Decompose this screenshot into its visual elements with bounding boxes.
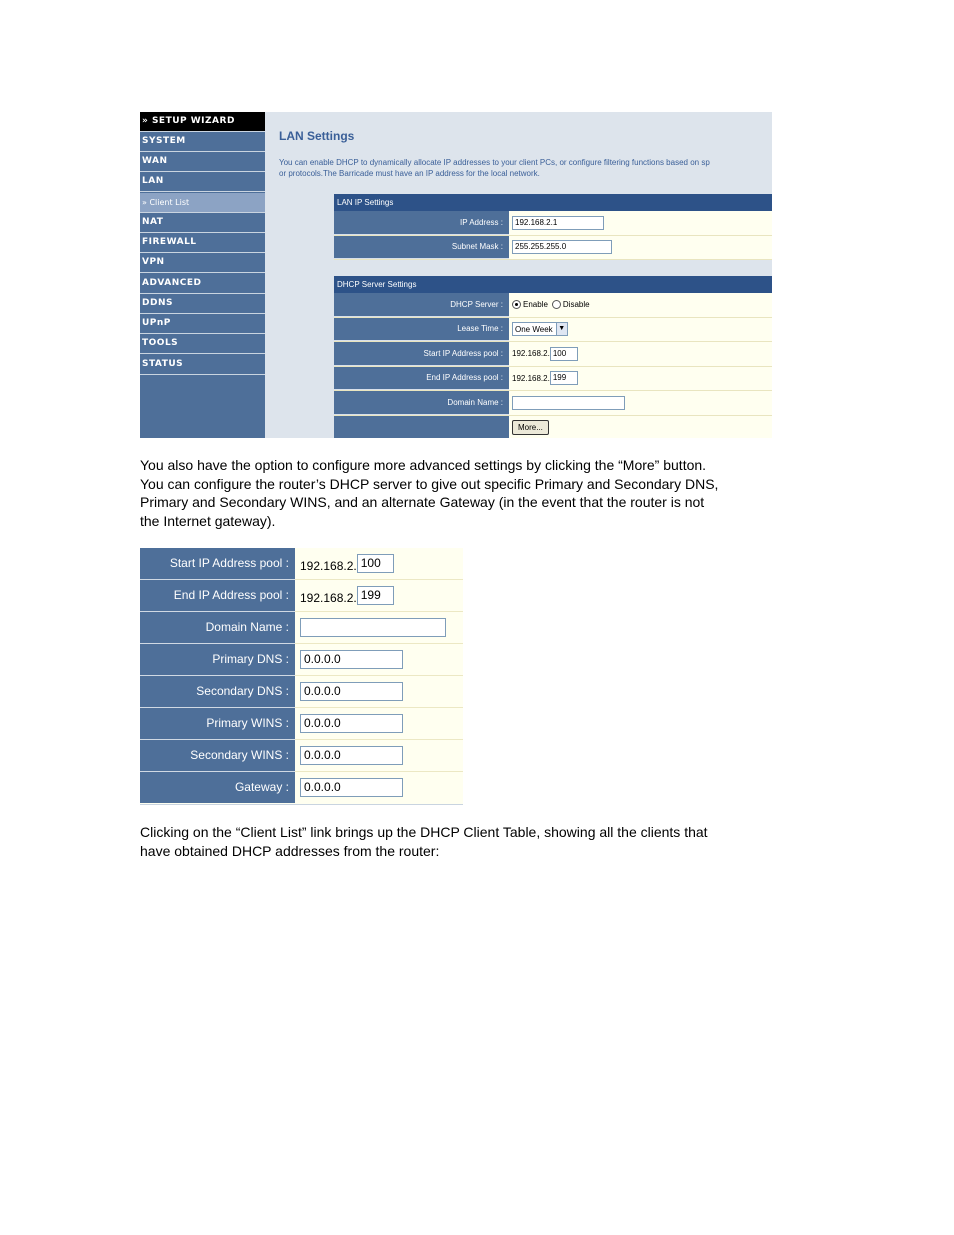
secondary-dns-label: Secondary DNS :	[140, 676, 295, 707]
sidebar-item-tools[interactable]: TOOLS	[140, 334, 265, 354]
chevron-down-icon: ▼	[556, 323, 567, 335]
paragraph-line: You can configure the router’s DHCP server to give out specific Primary and Secondary DNS,	[140, 475, 719, 492]
advanced-dhcp-screenshot	[140, 548, 463, 805]
adv-start-ip-input[interactable]: 100	[357, 554, 394, 573]
paragraph-line: Clicking on the “Client List” link brings up the DHCP Client Table, showing all the clients that	[140, 824, 708, 840]
paragraph-line: You also have the option to configure more advanced settings by clicking the “More” button.	[140, 457, 707, 473]
primary-dns-label: Primary DNS :	[140, 644, 295, 675]
lease-time-row	[334, 318, 772, 343]
primary-wins-input[interactable]: 0.0.0.0	[300, 714, 403, 733]
end-ip-input[interactable]: 199	[550, 371, 578, 385]
gateway-label: Gateway :	[140, 772, 295, 803]
more-row-label	[334, 416, 509, 439]
sidebar-item-upnp[interactable]: UPnP	[140, 314, 265, 334]
adv-end-ip-label: End IP Address pool :	[140, 580, 295, 611]
adv-domain-name-input[interactable]	[300, 618, 446, 637]
primary-wins-label: Primary WINS :	[140, 708, 295, 739]
adv-end-ip-row	[140, 580, 463, 612]
subnet-mask-row	[334, 236, 772, 261]
sidebar-item-advanced[interactable]: ADVANCED	[140, 274, 265, 294]
lease-time-select[interactable]	[512, 322, 568, 336]
gateway-row	[140, 772, 463, 804]
secondary-wins-label: Secondary WINS :	[140, 740, 295, 771]
adv-domain-name-row	[140, 612, 463, 644]
disable-label: Disable	[562, 300, 590, 310]
page-description	[279, 157, 772, 179]
secondary-dns-row	[140, 676, 463, 708]
disable-radio[interactable]	[552, 300, 561, 309]
secondary-wins-input[interactable]: 0.0.0.0	[300, 746, 403, 765]
adv-start-ip-label: Start IP Address pool :	[140, 548, 295, 579]
sidebar-item-ddns[interactable]: DDNS	[140, 294, 265, 314]
adv-start-ip-row	[140, 548, 463, 580]
panel-heading: DHCP Server Settings	[334, 276, 772, 293]
sidebar-item-client-list[interactable]: » Client List	[140, 193, 265, 213]
secondary-dns-input[interactable]: 0.0.0.0	[300, 682, 403, 701]
sidebar-nav	[140, 112, 265, 438]
description-line: or protocols.The Barricade must have an IP address for the local network.	[279, 169, 540, 178]
ip-address-input[interactable]: 192.168.2.1	[512, 216, 604, 230]
dhcp-server-settings-panel	[334, 276, 772, 438]
subnet-mask-label: Subnet Mask :	[334, 236, 509, 260]
sidebar-item-status[interactable]: STATUS	[140, 355, 265, 375]
primary-dns-input[interactable]: 0.0.0.0	[300, 650, 403, 669]
end-ip-prefix: 192.168.2.	[512, 373, 550, 383]
start-ip-prefix: 192.168.2.	[512, 349, 550, 359]
domain-name-label: Domain Name :	[334, 391, 509, 415]
adv-domain-name-label: Domain Name :	[140, 612, 295, 643]
subnet-mask-input[interactable]: 255.255.255.0	[512, 240, 612, 254]
paragraph-line: have obtained DHCP addresses from the router:	[140, 842, 440, 859]
page-title: LAN Settings	[279, 129, 355, 143]
ip-address-row	[334, 211, 772, 236]
sidebar-item-system[interactable]: SYSTEM	[140, 132, 265, 152]
description-line: You can enable DHCP to dynamically allocate IP addresses to your client PCs, or configure filtering functions based on sp	[279, 158, 710, 167]
start-ip-input[interactable]: 100	[550, 347, 578, 361]
sidebar-item-lan[interactable]: LAN	[140, 172, 265, 192]
more-row	[334, 416, 772, 439]
sidebar-item-vpn[interactable]: VPN	[140, 253, 265, 273]
ip-address-label: IP Address :	[334, 211, 509, 235]
adv-start-ip-prefix: 192.168.2.	[300, 558, 357, 573]
domain-name-input[interactable]	[512, 396, 625, 410]
paragraph-client-list	[140, 823, 830, 860]
sidebar-item-wan[interactable]: WAN	[140, 152, 265, 172]
start-ip-row	[334, 342, 772, 367]
paragraph-line: Primary and Secondary WINS, and an alternate Gateway (in the event that the router is not	[140, 494, 705, 510]
lease-time-value: One Week	[515, 324, 553, 334]
start-ip-label: Start IP Address pool :	[334, 342, 509, 366]
adv-end-ip-input[interactable]: 199	[357, 586, 394, 605]
enable-radio[interactable]	[512, 300, 521, 309]
sidebar-item-nat[interactable]: NAT	[140, 213, 265, 233]
lan-ip-settings-panel	[334, 194, 772, 260]
paragraph-line: the Internet gateway).	[140, 512, 276, 529]
end-ip-label: End IP Address pool :	[334, 367, 509, 391]
sidebar-item-setup-wizard[interactable]: » SETUP WIZARD	[140, 112, 265, 132]
panel-heading: LAN IP Settings	[334, 194, 772, 211]
sidebar-item-firewall[interactable]: FIREWALL	[140, 233, 265, 253]
dhcp-server-row	[334, 293, 772, 318]
enable-label: Enable	[523, 300, 548, 310]
domain-name-row	[334, 391, 772, 416]
primary-wins-row	[140, 708, 463, 740]
secondary-wins-row	[140, 740, 463, 772]
adv-end-ip-prefix: 192.168.2.	[300, 590, 357, 605]
paragraph-advanced-options	[140, 456, 830, 530]
dhcp-server-label: DHCP Server :	[334, 293, 509, 317]
lan-settings-screenshot	[140, 112, 772, 438]
lease-time-label: Lease Time :	[334, 318, 509, 342]
primary-dns-row	[140, 644, 463, 676]
gateway-input[interactable]: 0.0.0.0	[300, 778, 403, 797]
more-button[interactable]: More...	[512, 420, 549, 435]
end-ip-row	[334, 367, 772, 392]
